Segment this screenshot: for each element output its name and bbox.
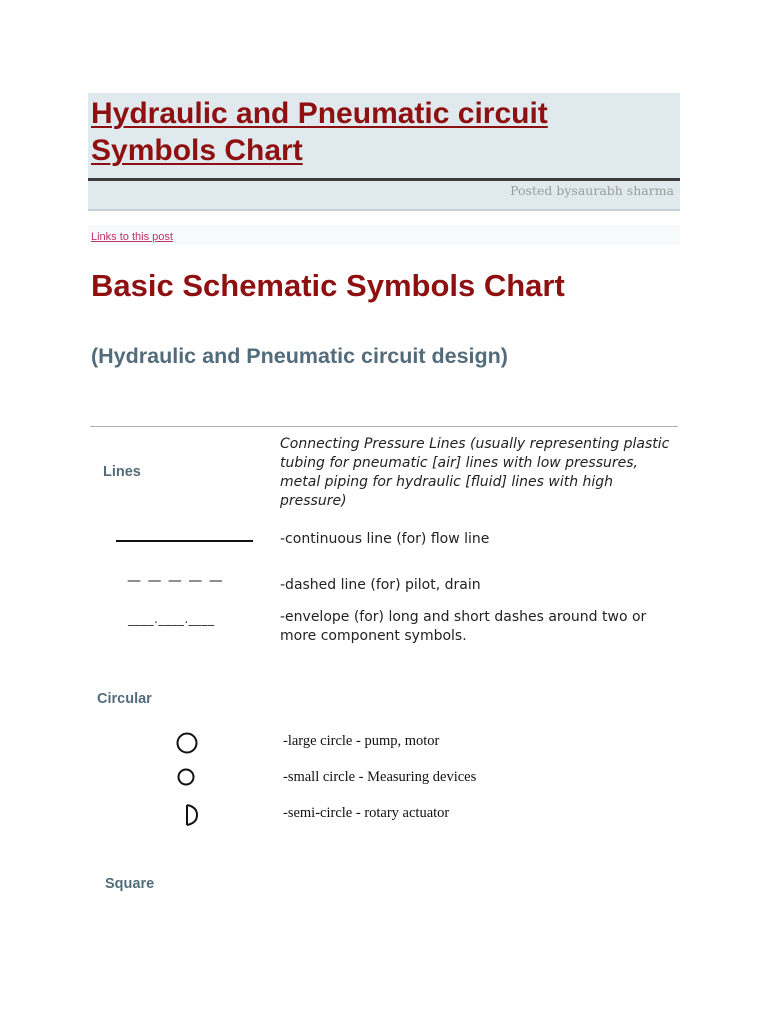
post-links-bar (88, 225, 680, 245)
large-circle-text: -large circle - pump, motor (283, 733, 440, 749)
byline-divider (88, 209, 680, 211)
envelope-line-symbol: ____.____.____ (128, 612, 215, 626)
section-divider (90, 426, 678, 427)
semi-circle-icon (182, 802, 202, 828)
semi-circle-text: -semi-circle - rotary actuator (283, 805, 450, 821)
square-label: Square (105, 876, 155, 892)
main-heading: Basic Schematic Symbols Chart (91, 268, 565, 303)
envelope-line-text: -envelope (for) long and short dashes around two or more component symbols. (280, 609, 647, 644)
sub-heading: (Hydraulic and Pneumatic circuit design) (91, 344, 508, 368)
title-divider (88, 178, 680, 181)
large-circle-icon (174, 730, 200, 756)
post-byline: Posted bysaurabh sharma (510, 183, 674, 198)
links-to-post-link[interactable]: Links to this post (91, 231, 173, 243)
small-circle-text: -small circle - Measuring devices (283, 769, 477, 785)
post-title[interactable]: Hydraulic and Pneumatic circuit Symbols Chart (91, 97, 548, 167)
continuous-line-text: -continuous line (for) flow line (280, 531, 490, 547)
lines-label: Lines (103, 464, 141, 480)
small-circle-icon (176, 766, 198, 788)
continuous-line-symbol (116, 540, 253, 542)
circular-label: Circular (97, 691, 152, 707)
dashed-line-symbol: — — — — — (127, 573, 224, 589)
lines-description: Connecting Pressure Lines (usually representing plastic tubing for pneumatic [air] lines with low pressures, metal piping for hydraulic [fluid] lines with high pressure) (280, 436, 670, 509)
dashed-line-text: -dashed line (for) pilot, drain (280, 577, 481, 593)
post-header (88, 93, 680, 211)
